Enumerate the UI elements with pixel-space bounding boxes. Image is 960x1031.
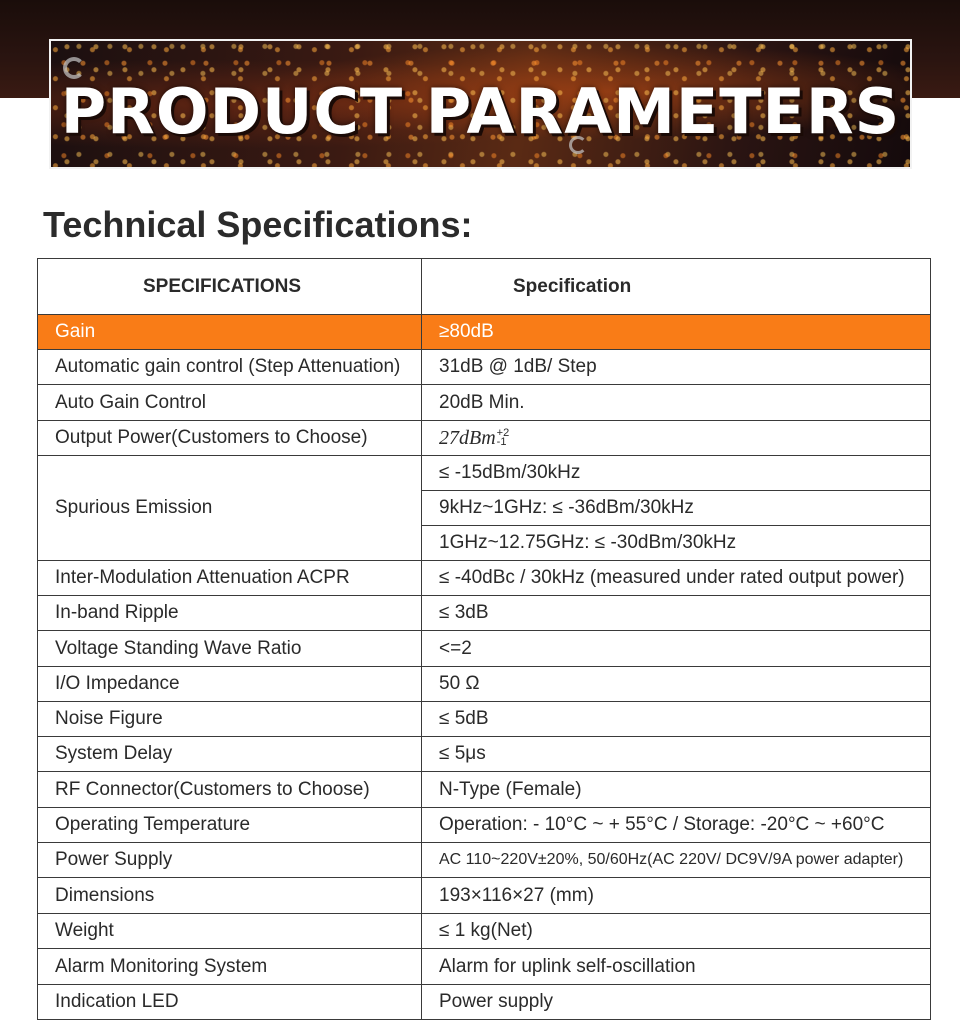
table-row-dimensions [38,878,931,914]
table-row-output-power [38,421,931,456]
table-row-gain [38,315,931,350]
table-row-indication-led [38,985,931,1020]
row-value: ≤ 5dB [422,702,931,737]
table-row-alarm-monitoring [38,949,931,985]
column-header-specification: Specification [422,259,931,315]
row-label: Output Power(Customers to Choose) [38,421,422,456]
row-label: Dimensions [38,878,422,914]
row-value: ≤ 1 kg(Net) [422,914,931,949]
row-label: In-band Ripple [38,596,422,631]
row-value: 31dB @ 1dB/ Step [422,350,931,385]
row-label: Gain [38,315,422,350]
banner-title: PRODUCT PARAMETERS [60,75,901,148]
product-parameters-banner [49,39,912,169]
row-label: Alarm Monitoring System [38,949,422,985]
table-row-io-impedance [38,667,931,702]
row-value: Operation: - 10°C ~ + 55°C / Storage: -20°C ~ +60°C [422,808,931,843]
row-value: 193×116×27 (mm) [422,878,931,914]
row-value: ≥80dB [422,315,931,350]
table-row-power-supply [38,843,931,878]
section-heading: Technical Specifications: [43,204,473,245]
table-row-noise-figure [38,702,931,737]
row-label: Automatic gain control (Step Attenuation) [38,350,422,385]
row-value: Alarm for uplink self-oscillation [422,949,931,985]
row-label: Weight [38,914,422,949]
row-value: Power supply [422,985,931,1020]
tolerance-superscript-subscript: +2 -1 [496,426,510,449]
table-row-in-band-ripple [38,596,931,631]
row-value: N-Type (Female) [422,772,931,808]
table-row-auto-gain-control [38,385,931,421]
table-row-rf-connector [38,772,931,808]
row-value: 1GHz~12.75GHz: ≤ -30dBm/30kHz [422,526,931,561]
row-label: Indication LED [38,985,422,1020]
row-label: Operating Temperature [38,808,422,843]
row-value: 9kHz~1GHz: ≤ -36dBm/30kHz [422,491,931,526]
row-label: RF Connector(Customers to Choose) [38,772,422,808]
row-value: ≤ -40dBc / 30kHz (measured under rated output power) [422,561,931,596]
output-power-formula: 27dBm [439,426,496,449]
row-label: Power Supply [38,843,422,878]
table-row-acpr [38,561,931,596]
table-row-spurious-emission [38,456,931,491]
row-label: Noise Figure [38,702,422,737]
row-value: ≤ -15dBm/30kHz [422,456,931,491]
row-value: <=2 [422,631,931,667]
row-label: System Delay [38,737,422,772]
table-header-row [38,259,931,315]
table-row-weight [38,914,931,949]
row-value: 50 Ω [422,667,931,702]
row-value: 20dB Min. [422,385,931,421]
row-label: Voltage Standing Wave Ratio [38,631,422,667]
row-value: ≤ 5μs [422,737,931,772]
row-label: Spurious Emission [38,456,422,561]
row-value: AC 110~220V±20%, 50/60Hz(AC 220V/ DC9V/9A power adapter) [422,843,931,878]
row-label: I/O Impedance [38,667,422,702]
table-row-system-delay [38,737,931,772]
row-value: ≤ 3dB [422,596,931,631]
row-label: Auto Gain Control [38,385,422,421]
row-value [422,421,931,456]
specifications-table [37,258,931,1020]
table-row-vswr [38,631,931,667]
table-row-operating-temperature [38,808,931,843]
column-header-specifications: SPECIFICATIONS [38,259,422,315]
row-label: Inter-Modulation Attenuation ACPR [38,561,422,596]
table-row-agc-step [38,350,931,385]
